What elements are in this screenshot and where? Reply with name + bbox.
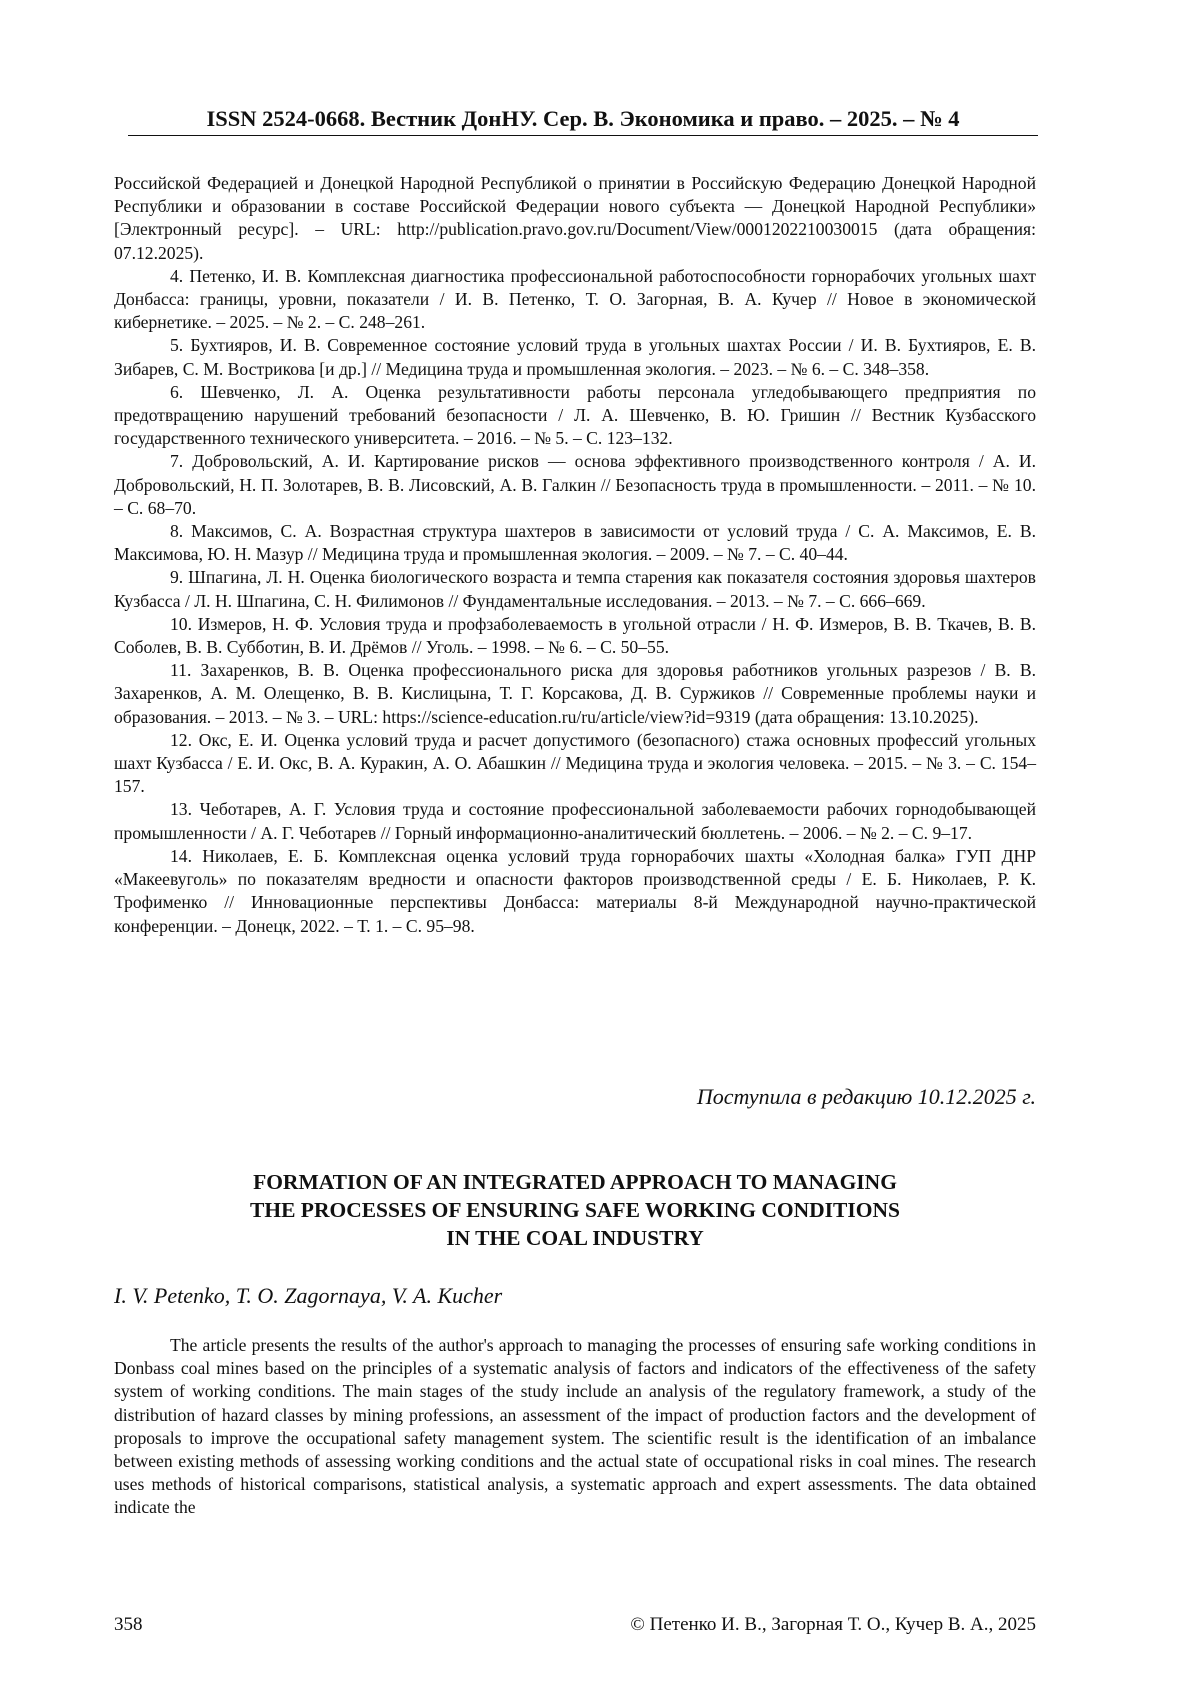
english-title-line: FORMATION OF AN INTEGRATED APPROACH TO MANAGING [253,1170,897,1194]
reference-item: 12. Окс, Е. И. Оценка условий труда и расчет допустимого (безопасного) стажа основных профессий угольных шахт Кузбасса / Е. И. Окс, В. А. Куракин, А. О. Абашкин // Медицина труда и экология человека. – 2015. – № 3. – С. 154–157. [114,729,1036,797]
received-date: Поступила в редакцию 10.12.2025 г. [696,1084,1036,1109]
reference-item: 8. Максимов, С. А. Возрастная структура шахтеров в зависимости от условий труда / С. А. Максимов, Е. В. Максимова, Ю. Н. Мазур // Медицина труда и промышленная экология. – 2009. – № 7. – С. 40–44. [114,521,1036,565]
reference-item: 10. Измеров, Н. Ф. Условия труда и профзаболеваемость в угольной отрасли / Н. Ф. Измеров, В. В. Ткачев, В. В. Соболев, В. В. Субботин, В. И. Дрёмов // Уголь. – 1998. – № 6. – С. 50–55. [114,613,1036,658]
page-number: 358 [114,1614,143,1635]
reference-item: 7. Добровольский, А. И. Картирование рисков — основа эффективного производственного контроля / А. И. Добровольский, Н. П. Золотарев, В. В. Лисовский, А. В. Галкин // Безопасность труда в промышленности. – 2011. – № 10. – С. 68–70. [114,451,1036,518]
reference-item: 13. Чеботарев, А. Г. Условия труда и состояние профессиональной заболеваемости рабочих горнодобывающей промышленности / А. Г. Чеботарев // Горный информационно-аналитический бюллетень. – 2006. – № 2. – С. 9–17. [114,799,1036,843]
english-title-line: IN THE COAL INDUSTRY [446,1226,704,1250]
english-title-line: THE PROCESSES OF ENSURING SAFE WORKING CONDITIONS [250,1198,900,1222]
reference-item: 14. Николаев, Е. Б. Комплексная оценка условий труда горнорабочих шахты «Холодная балка» ГУП ДНР «Макеевуголь» по показателям вредности и опасности факторов производственной среды / Е. Б. Николаев, Р. К. Трофименко // Инновационные перспективы Донбасса: материалы 8-й Международной научно-практической конференции. – Донецк, 2022. – Т. 1. – С. 95–98. [114,845,1036,936]
copyright-line: © Петенко И. В., Загорная Т. О., Кучер В. А., 2025 [630,1614,1036,1635]
reference-item: 11. Захаренков, В. В. Оценка профессионального риска для здоровья работников угольных разрезов / В. В. Захаренков, А. М. Олещенко, В. В. Кислицына, Т. Г. Корсакова, Д. В. Суржиков // Современные проблемы науки и образования. – 2013. – № 3. – URL: https://science-education.ru/ru/article/view?id=9319 (дата обращения: 13.10.2025). [114,660,1036,727]
reference-item: 5. Бухтияров, И. В. Современное состояние условий труда в угольных шахтах России / И. В. Бухтияров, Е. В. Зибарев, С. М. Вострикова [и др.] // Медицина труда и промышленная экология. – 2023. – № 6. – С. 348–358. [114,335,1036,379]
running-header: ISSN 2524-0668. Вестник ДонНУ. Сер. В. Экономика и право. – 2025. – № 4 [206,106,960,131]
reference-item: 6. Шевченко, Л. А. Оценка результативности работы персонала угледобывающего предприятия по предотвращению нарушений требований безопасности / Л. А. Шевченко, В. Ю. Гришин // Вестник Кузбасского государственного технического университета. – 2016. – № 5. – С. 123–132. [114,381,1036,449]
reference-continuation: Российской Федерацией и Донецкой Народной Республикой о принятии в Российскую Федерацию Донецкой Народной Республики и образовании в составе Российской Федерации нового субъекта — Донецкой Народной Республики» [Электронный ресурс]. – URL: http://publication.pravo.gov.ru/Document/View/0001202210030015 (дата обращения: 07.12.2025). [114,173,1036,263]
english-title [114,1168,1036,1252]
english-authors: I. V. Petenko, T. O. Zagornaya, V. A. Kucher [114,1283,503,1308]
header-rule [128,135,1038,136]
english-abstract: The article presents the results of the author's approach to managing the processes of ensuring safe working conditions in Donbass coal mines based on the principles of a systematic analysis of factors and indicators of the effectiveness of the safety system of working conditions. The main stages of the study include an analysis of the regulatory framework, a study of the distribution of hazard classes by mining professions, an assessment of the impact of production factors and the development of proposals to improve the occupational safety management system. The scientific result is the identification of an imbalance between existing methods of assessing working conditions and the actual state of occupational risks in coal mines. The research uses methods of historical comparisons, statistical analysis, a systematic approach and expert assessments. The data obtained indicate the [114,1335,1036,1518]
reference-list [114,172,1036,938]
reference-item: 4. Петенко, И. В. Комплексная диагностика профессиональной работоспособности горнорабочих угольных шахт Донбасса: границы, уровни, показатели / И. В. Петенко, Т. О. Загорная, В. А. Кучер // Новое в экономической кибернетике. – 2025. – № 2. – С. 248–261. [114,265,1036,333]
reference-item: 9. Шпагина, Л. Н. Оценка биологического возраста и темпа старения как показателя состояния здоровья шахтеров Кузбасса / Л. Н. Шпагина, С. Н. Филимонов // Фундаментальные исследования. – 2013. – № 7. – С. 666–669. [114,567,1036,611]
